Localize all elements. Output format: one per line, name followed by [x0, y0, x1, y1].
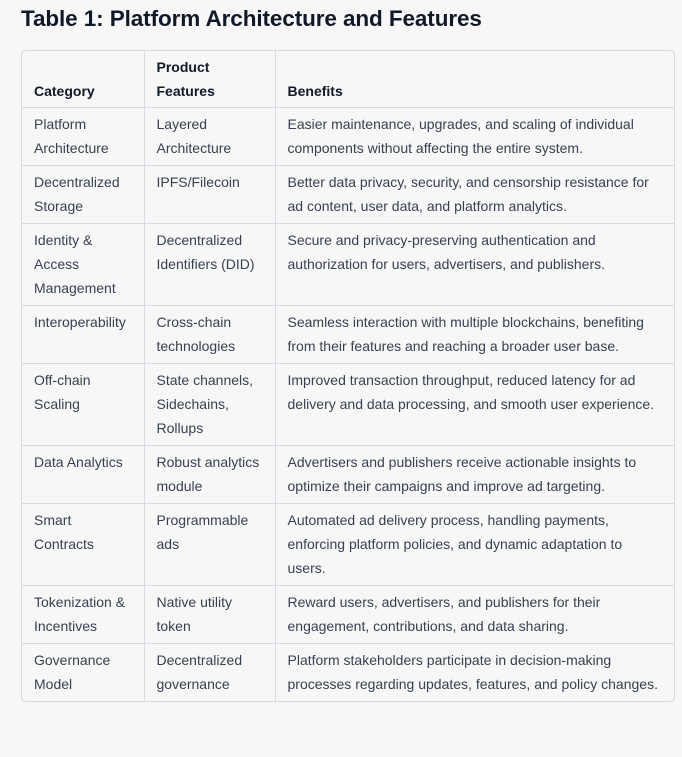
product-features-cell: Layered Architecture	[144, 108, 275, 166]
benefits-cell: Better data privacy, security, and censorship resistance for ad content, user data, and platform analytics.	[275, 166, 674, 224]
category-cell: Identity & Access Management	[22, 224, 144, 306]
table-row	[22, 224, 674, 306]
table-row	[22, 504, 674, 586]
table-row	[22, 108, 674, 166]
table-title: Table 1: Platform Architecture and Features	[21, 6, 482, 31]
category-cell: Platform Architecture	[22, 108, 144, 166]
product-features-cell: Native utility token	[144, 586, 275, 644]
table-row	[22, 166, 674, 224]
benefits-cell: Easier maintenance, upgrades, and scaling of individual components without affecting the entire system.	[275, 108, 674, 166]
product-features-cell: Decentralized governance	[144, 644, 275, 702]
table-header	[22, 51, 674, 108]
table-row	[22, 586, 674, 644]
table-row	[22, 446, 674, 504]
product-features-cell: IPFS/Filecoin	[144, 166, 275, 224]
benefits-cell: Secure and privacy-preserving authentication and authorization for users, advertisers, and publishers.	[275, 224, 674, 306]
product-features-cell: State channels, Sidechains, Rollups	[144, 364, 275, 446]
benefits-cell: Platform stakeholders participate in decision-making processes regarding updates, features, and policy changes.	[275, 644, 674, 702]
category-cell: Decentralized Storage	[22, 166, 144, 224]
benefits-cell: Improved transaction throughput, reduced latency for ad delivery and data processing, and smooth user experience.	[275, 364, 674, 446]
category-cell: Off-chain Scaling	[22, 364, 144, 446]
category-cell: Interoperability	[22, 306, 144, 364]
category-cell: Governance Model	[22, 644, 144, 702]
product-features-cell: Robust analytics module	[144, 446, 275, 504]
header-product-features: Product Features	[144, 51, 275, 108]
table-row	[22, 306, 674, 364]
header-row	[22, 51, 674, 108]
features-table	[22, 51, 674, 701]
benefits-cell: Automated ad delivery process, handling payments, enforcing platform policies, and dynamic adaptation to users.	[275, 504, 674, 586]
benefits-cell: Advertisers and publishers receive actionable insights to optimize their campaigns and improve ad targeting.	[275, 446, 674, 504]
benefits-cell: Reward users, advertisers, and publishers for their engagement, contributions, and data sharing.	[275, 586, 674, 644]
product-features-cell: Cross-chain technologies	[144, 306, 275, 364]
product-features-cell: Decentralized Identifiers (DID)	[144, 224, 275, 306]
benefits-cell: Seamless interaction with multiple blockchains, benefiting from their features and reaching a broader user base.	[275, 306, 674, 364]
table-row	[22, 644, 674, 702]
header-benefits: Benefits	[275, 51, 674, 108]
table-row	[22, 364, 674, 446]
product-features-cell: Programmable ads	[144, 504, 275, 586]
category-cell: Smart Contracts	[22, 504, 144, 586]
header-category: Category	[34, 83, 95, 99]
table-body	[22, 108, 674, 702]
category-cell: Data Analytics	[22, 446, 144, 504]
features-table-container	[21, 50, 675, 702]
category-cell: Tokenization & Incentives	[22, 586, 144, 644]
